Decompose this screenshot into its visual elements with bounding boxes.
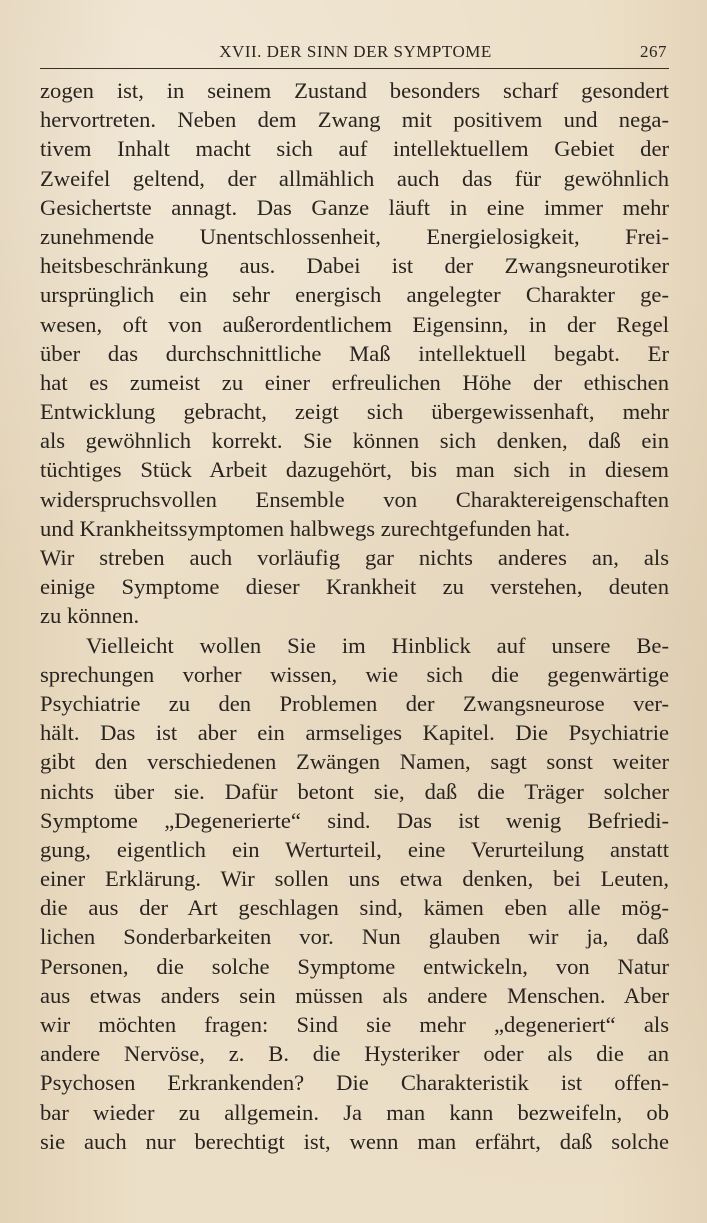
text-line: zogen ist, in seinem Zustand besonders scharf gesondert xyxy=(40,78,669,103)
text-line: hält. Das ist aber ein armseliges Kapitel. Die Psychiatrie xyxy=(40,720,669,746)
text-line: lichen Sonderbarkeiten vor. Nun glauben wir ja, daß xyxy=(40,924,669,950)
text-line: wesen, oft von außerordentlichem Eigensinn, in der Regel xyxy=(40,311,669,337)
text-line: Zweifel geltend, der allmählich auch das für gewöhnlich xyxy=(40,165,669,191)
page-header xyxy=(42,40,669,66)
text-line: und Krankheitssymptomen halbwegs zurechtgefunden hat. xyxy=(40,515,571,541)
text-line: heitsbeschränkung aus. Dabei ist der Zwangsneurotiker xyxy=(40,253,669,279)
text-line: sprechungen vorher wissen, wie sich die gegenwärtige xyxy=(40,661,669,687)
text-line: als gewöhnlich korrekt. Sie können sich denken, daß ein xyxy=(40,428,669,454)
text-line: nichts über sie. Dafür betont sie, daß die Träger solcher xyxy=(40,778,669,804)
text-line: widerspruchsvollen Ensemble von Charaktereigenschaften xyxy=(40,486,669,512)
text-line: sie auch nur berechtigt ist, wenn man erfährt, daß solche xyxy=(40,1128,669,1154)
text-line: wir möchten fragen: Sind sie mehr „degeneriert“ als xyxy=(40,1012,669,1037)
text-line: gung, eigentlich ein Werturteil, eine Verurteilung anstatt xyxy=(40,836,669,862)
text-line: hat es zumeist zu einer erfreulichen Höhe der ethischen xyxy=(40,369,669,395)
text-line: zu können. xyxy=(40,603,140,629)
text-line: tüchtiges Stück Arbeit dazugehört, bis man sich in diesem xyxy=(40,457,669,483)
text-line: zunehmende Unentschlossenheit, Energielosigkeit, Frei- xyxy=(40,223,669,249)
text-line: ursprünglich ein sehr energisch angelegter Charakter ge- xyxy=(40,282,669,308)
text-line: Gesichertste annagt. Das Ganze läuft in eine immer mehr xyxy=(40,194,669,220)
text-line: tivem Inhalt macht sich auf intellektuellem Gebiet der xyxy=(40,136,669,162)
text-line: die aus der Art geschlagen sind, kämen eben alle mög- xyxy=(40,895,669,921)
text-line: Psychosen Erkrankenden? Die Charakteristik ist offen- xyxy=(40,1070,669,1096)
text-line: Symptome „Degenerierte“ sind. Das ist wenig Befriedi- xyxy=(40,807,669,833)
text-line: Personen, die solche Symptome entwickeln, von Natur xyxy=(40,953,669,979)
header-rule xyxy=(40,68,669,69)
text-line: Vielleicht wollen Sie im Hinblick auf unsere Be- xyxy=(86,632,669,658)
text-line: Psychiatrie zu den Problemen der Zwangsneurose ver- xyxy=(40,690,669,716)
text-line: einige Symptome dieser Krankheit zu verstehen, deuten xyxy=(40,574,669,600)
running-title: XVII. DER SINN DER SYMPTOME xyxy=(219,42,492,61)
text-line: andere Nervöse, z. B. die Hysteriker oder als die an xyxy=(40,1041,669,1067)
text-line: einer Erklärung. Wir sollen uns etwa denken, bei Leuten, xyxy=(40,866,669,892)
body-text xyxy=(40,76,669,1156)
text-line: über das durchschnittliche Maß intellektuell begabt. Er xyxy=(40,340,669,366)
paragraph-1 xyxy=(40,76,669,631)
page-number: 267 xyxy=(640,42,667,61)
text-line: hervortreten. Neben dem Zwang mit positivem und nega- xyxy=(40,107,669,133)
text-line: bar wieder zu allgemein. Ja man kann bezweifeln, ob xyxy=(40,1099,669,1125)
text-line: gibt den verschiedenen Zwängen Namen, sagt sonst weiter xyxy=(40,749,669,775)
text-line: aus etwas anders sein müssen als andere Menschen. Aber xyxy=(40,982,669,1008)
paragraph-2 xyxy=(40,631,669,1156)
text-line: Wir streben auch vorläufig gar nichts anderes an, als xyxy=(40,545,669,570)
text-line: Entwicklung gebracht, zeigt sich übergewissenhaft, mehr xyxy=(40,399,669,425)
